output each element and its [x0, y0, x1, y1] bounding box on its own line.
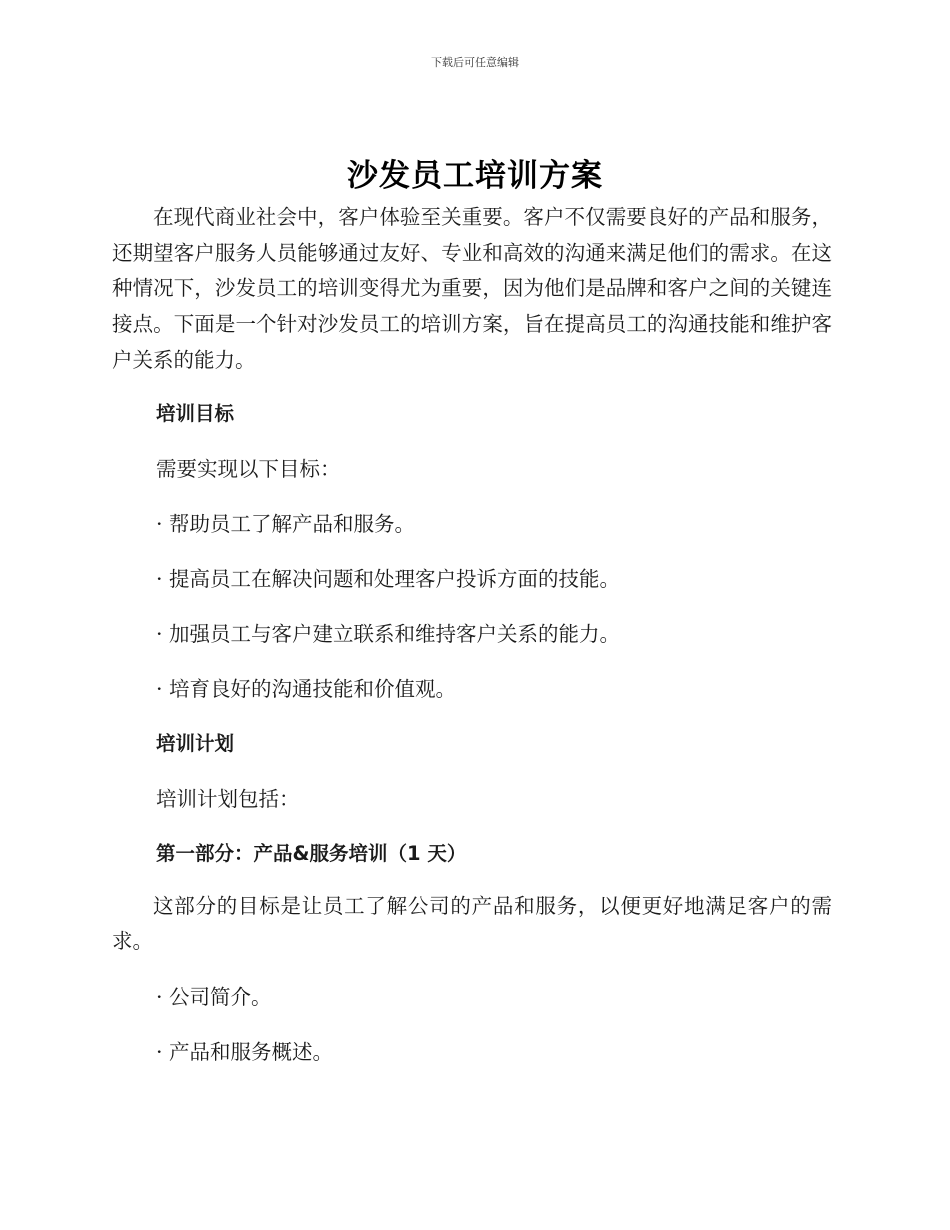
plan-lead: 培训计划包括： [156, 786, 300, 811]
goal-item: · 培育良好的沟通技能和价值观。 [156, 676, 457, 701]
part1-item: · 公司简介。 [156, 984, 272, 1009]
section-heading-goals: 培训目标 [156, 401, 235, 425]
section-heading-plan: 培训计划 [156, 731, 235, 755]
part1-item: · 产品和服务概述。 [156, 1039, 334, 1064]
goal-item: · 提高员工在解决问题和处理客户投诉方面的技能。 [156, 566, 621, 591]
part1-heading: 第一部分：产品&服务培训（1 天） [156, 841, 467, 865]
document-body [112, 200, 832, 1070]
intro-paragraph: 在现代商业社会中，客户体验至关重要。客户不仅需要良好的产品和服务，还期望客户服务人员能够通过友好、专业和高效的沟通来满足他们的需求。在这种情况下，沙发员工的培训变得尤为重要，因为他们是品牌和客户之间的关键连接点。下面是一个针对沙发员工的培训方案，旨在提高员工的沟通技能和维护客户关系的能力。 [112, 205, 832, 372]
goal-item: · 加强员工与客户建立联系和维持客户关系的能力。 [156, 621, 621, 646]
goal-item: · 帮助员工了解产品和服务。 [156, 511, 416, 536]
part1-description: 这部分的目标是让员工了解公司的产品和服务，以便更好地满足客户的需求。 [112, 893, 832, 954]
header-note: 下载后可任意编辑 [431, 56, 519, 69]
goals-lead: 需要实现以下目标： [156, 456, 341, 481]
document-title: 沙发员工培训方案 [347, 158, 603, 194]
